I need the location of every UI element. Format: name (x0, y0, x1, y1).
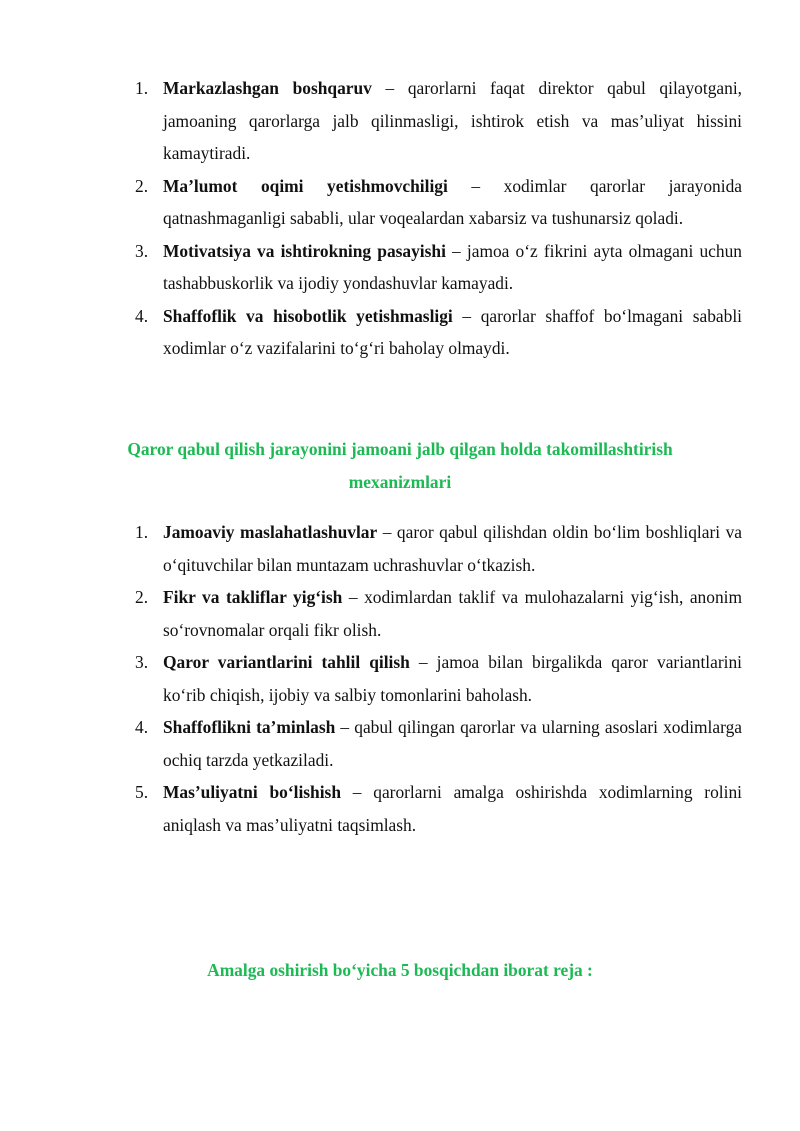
list-item-text: – qaror qabul qilishdan oldin bo‘lim boshliqlari va o‘qituvchilar bilan muntazam uchrashuvlar o‘tkazish. (163, 522, 742, 575)
list-item-text: – qarorlarni amalga oshirishda xodimlarning rolini aniqlash va mas’uliyatni taqsimlash. (163, 782, 742, 835)
list-item-number: 4. (135, 717, 149, 737)
list-item-term: Motivatsiya va ishtirokning pasayishi (163, 240, 446, 261)
list-item (135, 72, 742, 170)
list-item-text: – qarorlar shaffof bo‘lmagani sababli xodimlar o‘z vazifalarini to‘g‘ri baholay olmaydi. (163, 305, 742, 358)
section-heading-plan: Amalga oshirish bo‘yicha 5 bosqichdan iborat reja : (207, 960, 593, 980)
problems-list (135, 72, 742, 365)
list-item (135, 711, 742, 776)
list-item-term: Qaror variantlarini tahlil qilish (163, 652, 410, 672)
list-item-text: – xodimlardan taklif va mulohazalarni yig‘ish, anonim so‘rovnomalar orqali fikr olish. (163, 587, 742, 640)
list-item-number: 3. (135, 240, 149, 261)
list-item (135, 581, 742, 646)
list-item-term: Fikr va takliflar yig‘ish (163, 587, 343, 607)
list-item-number: 5. (135, 782, 149, 802)
list-item (135, 170, 742, 235)
list-item-term: Shaffoflikni ta’minlash (163, 717, 336, 737)
list-item-term: Ma’lumot oqimi yetishmovchiligi (163, 175, 448, 196)
mechanisms-list (135, 516, 742, 841)
list-item-text: – qarorlarni faqat direktor qabul qilayotgani, jamoaning qarorlarga jalb qilinmasligi, ishtirok etish va mas’uliyat hissini kamaytiradi. (163, 78, 743, 163)
list-item-text: – jamoa bilan birgalikda qaror variantlarini ko‘rib chiqish, ijobiy va salbiy tomonlarini baholash. (163, 652, 742, 705)
list-item-term: Markazlashgan boshqaruv (163, 78, 372, 98)
list-item-text: – jamoa o‘z fikrini ayta olmagani uchun tashabbuskorlik va ijodiy yondashuvlar kamayadi. (163, 240, 742, 293)
list-item-term: Jamoaviy maslahatlashuvlar (163, 522, 378, 542)
list-item-number: 4. (135, 305, 149, 326)
list-item-number: 2. (135, 587, 149, 607)
list-item-text: – xodimlar qarorlar jarayonida qatnashmaganligi sababli, ular voqealardan xabarsiz va tushunarsiz qoladi. (163, 175, 742, 228)
list-item-number: 1. (135, 522, 149, 542)
list-item-number: 2. (135, 175, 149, 196)
list-item (135, 235, 742, 300)
list-item (135, 646, 742, 711)
list-item-number: 1. (135, 78, 149, 98)
list-item (135, 300, 742, 365)
list-item-term: Shaffoflik va hisobotlik yetishmasligi (163, 305, 453, 326)
list-item (135, 776, 742, 841)
list-item-text: – qabul qilingan qarorlar va ularning asoslari xodimlarga ochiq tarzda yetkaziladi. (163, 717, 742, 770)
section-heading-mechanisms: Qaror qabul qilish jarayonini jamoani jalb qilgan holda takomillashtirish mexanizmlari (127, 439, 673, 492)
list-item-term: Mas’uliyatni bo‘lishish (163, 782, 341, 802)
list-item (135, 516, 742, 581)
list-item-number: 3. (135, 652, 149, 672)
